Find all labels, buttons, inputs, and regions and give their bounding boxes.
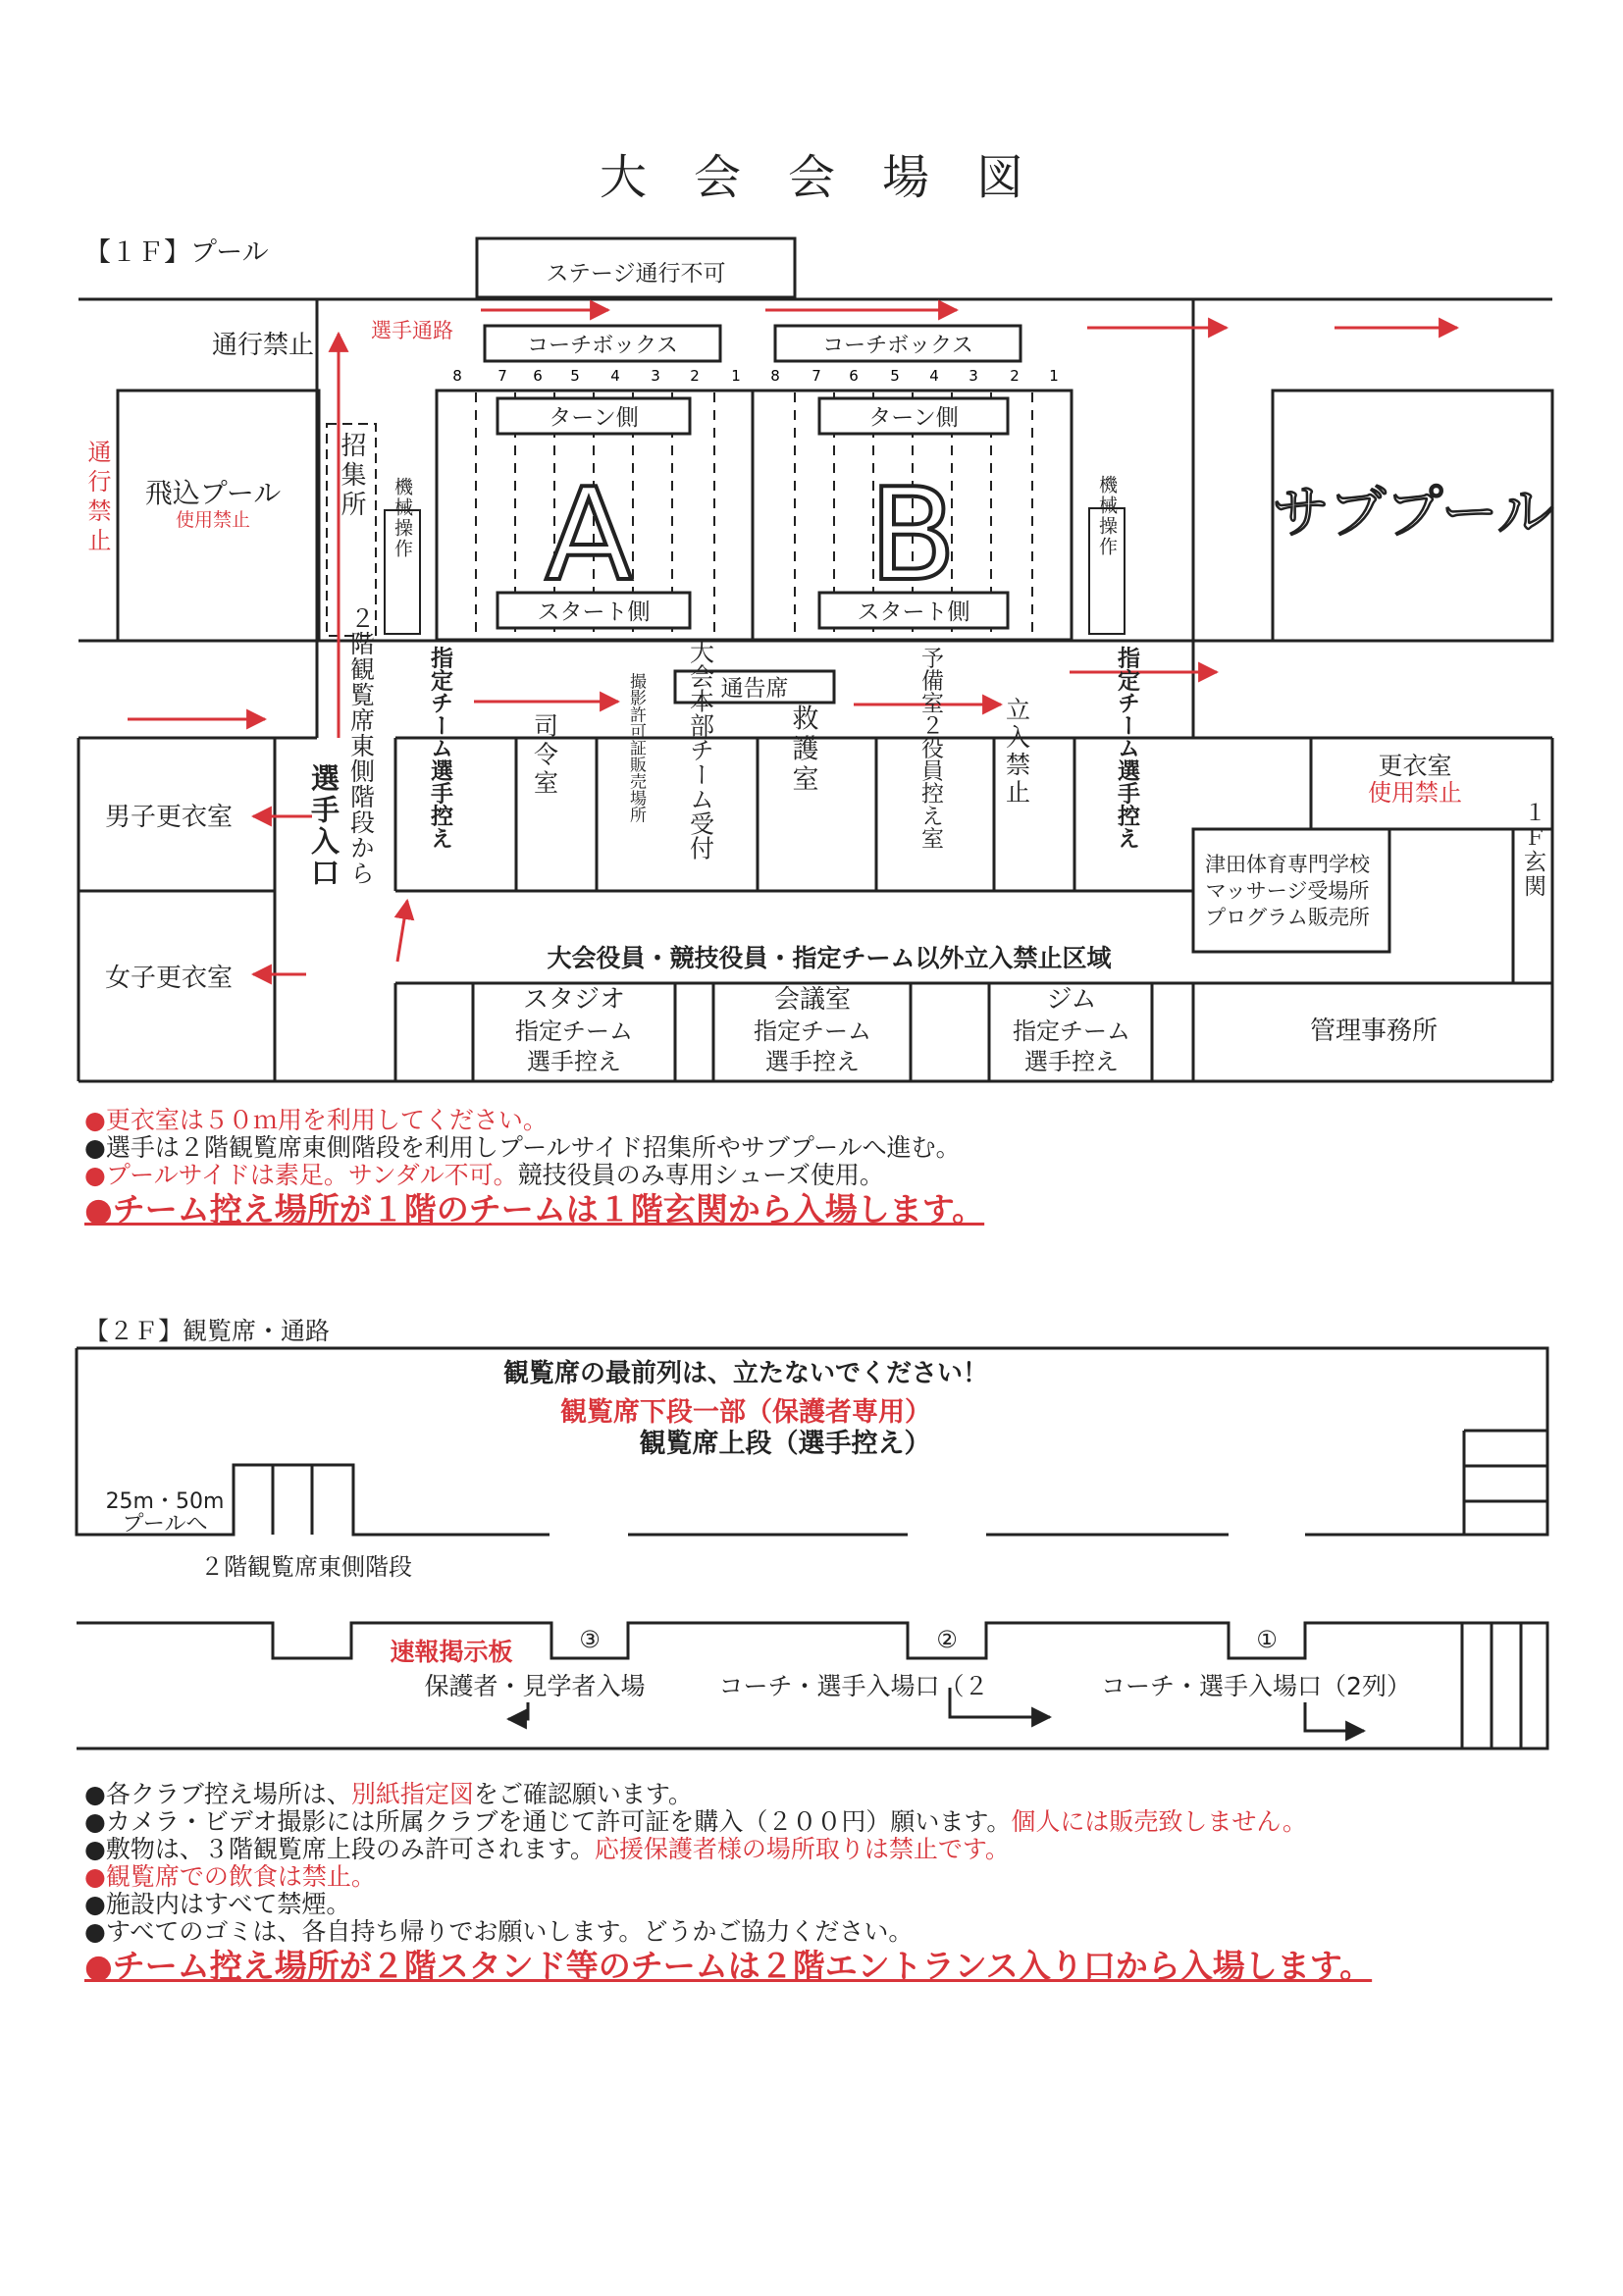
note-camera <box>84 1808 1556 1836</box>
restricted-label: 大会役員・競技役員・指定チーム以外立入禁止区域 <box>547 944 1112 972</box>
mens-locker-label: 男子更衣室 <box>104 803 234 832</box>
floor2-notes <box>84 1781 1556 1987</box>
lane-number: 6 <box>849 367 859 385</box>
coach-box-b-label: コーチボックス <box>822 334 973 358</box>
lane-number: 7 <box>812 367 821 385</box>
swimmer-path-label: 選手通路 <box>371 319 453 342</box>
note-club-area-2: 別紙指定図 <box>350 1780 474 1808</box>
note-trash: ●すべてのゴミは、各自持ち帰りでお願いします。どうかご協力ください。 <box>84 1917 914 1946</box>
massage-line-2: マッサージ受場所 <box>1205 879 1370 903</box>
studio-team2: 選手控え <box>527 1048 621 1075</box>
coach-box-a-label: コーチボックス <box>527 334 678 358</box>
pool-b-letter: B <box>868 460 957 609</box>
coach-entrance-right-label: コーチ・選手入場口（2列） <box>1101 1672 1411 1700</box>
lane-number: 5 <box>570 367 580 385</box>
floor1-notes <box>84 1107 1556 1230</box>
turn-side-b-label: ターン側 <box>868 405 959 431</box>
swimmer-entrance-label: 選手入口 <box>307 763 340 889</box>
lane-number: 6 <box>533 367 543 385</box>
sub-pool-label: サブプール <box>1272 479 1554 546</box>
note-1f-entry: ●チーム控え場所が１階のチームは１階玄関から入場します。 <box>84 1190 985 1228</box>
pool-a-letter: A <box>545 460 633 609</box>
locker-right-note: 使用禁止 <box>1368 779 1462 807</box>
note-poolside <box>84 1162 1556 1189</box>
note-camera-1: ●カメラ・ビデオ撮影には所属クラブを通じて許可証を購入（２００円）願います。 <box>84 1807 1012 1836</box>
meeting-team2: 選手控え <box>765 1048 860 1075</box>
floor2-label: 【２Ｆ】観覧席・通路 <box>84 1317 331 1345</box>
meeting-label: 会議室 <box>773 985 852 1015</box>
note-mats-2: 応援保護者様の場所取りは禁止です。 <box>594 1835 1010 1863</box>
start-side-a-label: スタート側 <box>537 600 651 625</box>
note-no-smoking: ●施設内はすべて禁煙。 <box>84 1890 351 1918</box>
lane-number: 7 <box>497 367 507 385</box>
no-standing-label: 観覧席の最前列は、立たないでください！ <box>502 1359 989 1388</box>
no-entry-vertical: 通行禁止 <box>83 440 111 557</box>
note-2f-entry: ●チーム控え場所が２階スタンド等のチームは２階エントランス入り口から入場します。 <box>84 1947 1373 1985</box>
gym-label: ジム <box>1046 985 1097 1015</box>
no-entry-label: 通行禁止 <box>211 331 314 360</box>
gym-team2: 選手控え <box>1024 1048 1119 1075</box>
room-command: 司令室 <box>530 712 559 799</box>
stair-from-label: ２階観覧席東側階段から <box>346 605 376 886</box>
room-photo-permit: 撮影許可証販売場所 <box>626 672 646 823</box>
note-mats-1: ●敷物は、３階観覧席上段のみ許可されます。 <box>84 1835 595 1863</box>
entrance-1f-label: １Ｆ玄関 <box>1520 801 1545 899</box>
note-poolside-red: ●プールサイドは素足。サンダル不可。 <box>84 1161 518 1189</box>
locker-right-label: 更衣室 <box>1378 752 1452 780</box>
room-no-entry: 立入禁止 <box>1002 697 1031 807</box>
womens-locker-label: 女子更衣室 <box>104 964 234 993</box>
note-mats <box>84 1836 1556 1863</box>
parent-entrance-arrow <box>508 1702 528 1719</box>
note-locker: ●更衣室は５０ｍ用を利用してください。 <box>84 1106 548 1134</box>
lane-number: 1 <box>731 367 741 385</box>
lane-number: 3 <box>969 367 978 385</box>
lane-number: 4 <box>929 367 939 385</box>
note-poolside-black: 競技役員のみ専用シューズ使用。 <box>517 1161 884 1189</box>
studio-label: スタジオ <box>522 985 626 1015</box>
lane-number: 8 <box>770 367 780 385</box>
lane-number: 8 <box>452 367 462 385</box>
lane-number: 5 <box>890 367 900 385</box>
lower-seats-label: 観覧席下段一部（保護者専用） <box>560 1397 931 1428</box>
machine-op-right-label: 機械操作 <box>1096 475 1118 557</box>
coach-entrance-mid-label: コーチ・選手入場口（２ <box>718 1672 989 1700</box>
gate-2: ② <box>936 1626 958 1653</box>
parent-entrance-label: 保護者・見学者入場 <box>424 1672 646 1700</box>
floor1-label: 【１Ｆ】プール <box>84 237 269 268</box>
lane-number: 1 <box>1049 367 1059 385</box>
note-camera-2: 個人には販売致しません。 <box>1011 1807 1307 1836</box>
note-swimmer-route: ●選手は２階観覧席東側階段を利用しプールサイド招集所やサブプールへ進む。 <box>84 1133 961 1162</box>
stand-stairs-right <box>1464 1431 1547 1535</box>
room-team-wait-1: 指定チーム選手控え <box>427 646 452 850</box>
pool-to-line-2: プールへ <box>122 1512 208 1537</box>
entrance-arrow <box>397 901 407 962</box>
note-club-area <box>84 1781 1556 1808</box>
room-hq: 大会本部チーム受付 <box>686 639 715 861</box>
note-no-food: ●観覧席での飲食は禁止。 <box>84 1862 376 1891</box>
bulletin-label: 速報掲示板 <box>390 1638 513 1666</box>
corridor-stairs <box>1462 1623 1521 1748</box>
room-reserve: 予備室２役員控え室 <box>917 646 943 850</box>
lane-number: 2 <box>690 367 700 385</box>
stand-stairs-left <box>273 1465 312 1535</box>
lane-number: 4 <box>610 367 620 385</box>
admin-office-label: 管理事務所 <box>1309 1017 1439 1046</box>
announce-label: 通告席 <box>720 676 789 702</box>
coach-right-arrow <box>1305 1702 1364 1731</box>
gate-3: ③ <box>579 1626 601 1653</box>
gate-1: ① <box>1256 1626 1278 1653</box>
east-stairs-label: ２階観覧席東側階段 <box>200 1553 412 1581</box>
lane-numbers-b <box>770 367 1059 385</box>
upper-seats-label: 観覧席上段（選手控え） <box>639 1429 931 1459</box>
lane-numbers-a <box>452 367 741 385</box>
stage-label: ステージ通行不可 <box>546 261 726 287</box>
note-club-area-3: をご確認願います。 <box>473 1780 693 1808</box>
call-room-label: 招集所 <box>337 432 366 520</box>
massage-line-1: 津田体育専門学校 <box>1205 853 1370 876</box>
pool-to-line-1: 25m・50m <box>105 1489 225 1514</box>
massage-line-3: プログラム販売所 <box>1205 906 1370 929</box>
start-side-b-label: スタート側 <box>857 600 970 625</box>
room-first-aid: 救護室 <box>787 704 818 796</box>
studio-team: 指定チーム <box>515 1018 633 1045</box>
dive-pool-label: 飛込プール <box>144 477 282 509</box>
note-club-area-1: ●各クラブ控え場所は、 <box>84 1780 351 1808</box>
turn-side-a-label: ターン側 <box>549 405 639 431</box>
room-team-wait-2: 指定チーム選手控え <box>1114 646 1139 850</box>
meeting-team: 指定チーム <box>754 1018 871 1045</box>
page-title: 大 会 会 場 図 <box>599 150 1024 205</box>
machine-op-left-label: 機械操作 <box>392 477 413 559</box>
lane-number: 3 <box>651 367 660 385</box>
lane-number: 2 <box>1010 367 1020 385</box>
gym-team: 指定チーム <box>1013 1018 1130 1045</box>
dive-pool-note: 使用禁止 <box>175 509 251 531</box>
